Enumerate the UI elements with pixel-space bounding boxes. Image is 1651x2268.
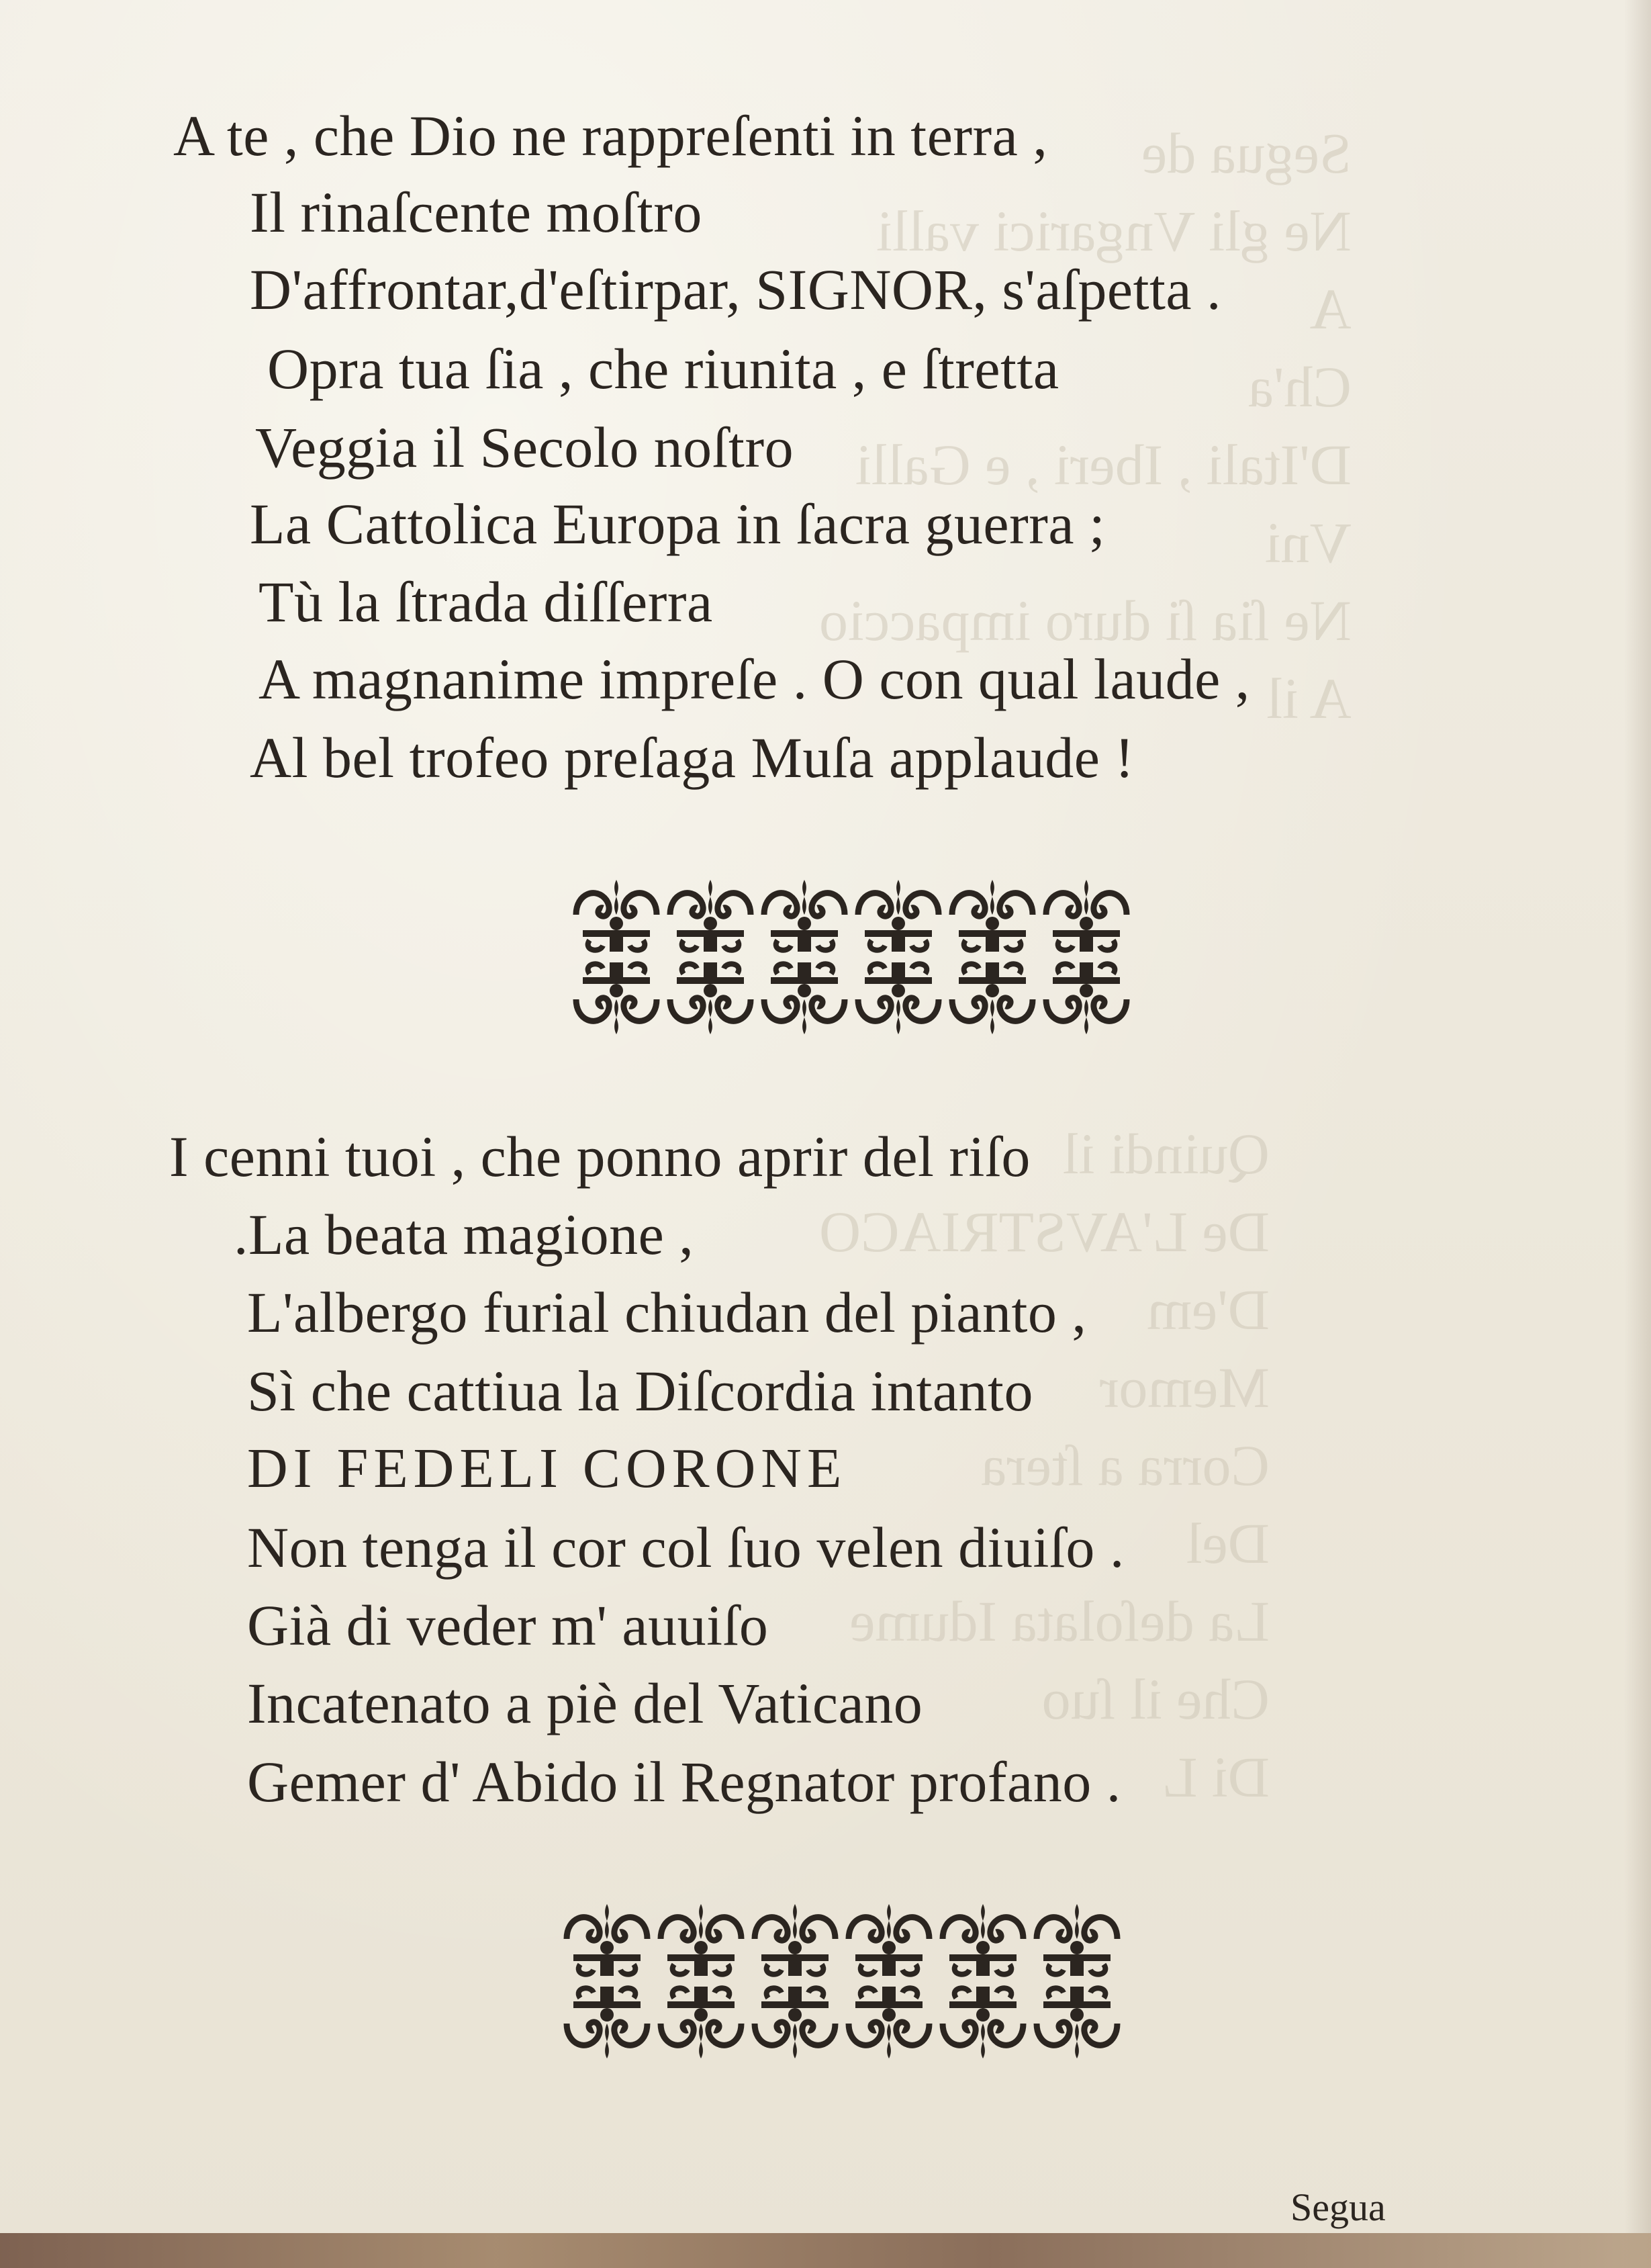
stanza-2-line-6: Non tenga il cor col ſuo velen diuiſo . bbox=[247, 1515, 1125, 1580]
stanza-2-line-5: DI FEDELI CORONE bbox=[247, 1437, 847, 1500]
show-through: Segua de Ne gli Vngarici valli A Ch'a D'Itali , Iberi , e Galli Vni Ne ſia ſi duro impaccio A il bbox=[819, 121, 1352, 731]
stanza-2-line-2: .La beata magione , bbox=[234, 1202, 694, 1267]
stanza-2-line-8: Incatenato a piè del Vaticano bbox=[247, 1671, 923, 1735]
stanza-1-line-4: Opra tua ſia , che riunita , e ſtretta bbox=[267, 336, 1059, 401]
page-bottom-edge bbox=[0, 2233, 1651, 2268]
stanza-1-line-9: Al bel trofeo preſaga Muſa applaude ! bbox=[250, 725, 1135, 790]
stanza-1-line-3: D'affrontar,d'eſtirpar, SIGNOR, s'aſpetta . bbox=[250, 257, 1222, 322]
stanza-2-line-1: I cenni tuoi , che ponno aprir del riſo bbox=[169, 1124, 1031, 1189]
stanza-2-line-9: Gemer d' Abido il Regnator profano . bbox=[247, 1750, 1121, 1814]
stanza-1-line-5: Veggia il Secolo noſtro bbox=[255, 415, 794, 480]
stanza-1-line-6: La Cattolica Europa in ſacra guerra ; bbox=[250, 492, 1106, 556]
fleuron-ornament-top bbox=[569, 873, 1133, 1041]
stanza-2-line-7: Già di veder m' auuiſo bbox=[247, 1593, 769, 1658]
page-edge-shadow bbox=[1624, 0, 1651, 2268]
stanza-1-line-1: A te , che Dio ne rappreſenti in terra , bbox=[173, 103, 1048, 168]
stanza-1-line-8: A magnanime impreſe . O con qual laude , bbox=[258, 647, 1250, 711]
show-through-lower: Quindi il De L'AVSTRIACO D'em Memor Corra a ſtera Del La deſolata Idume Che il ſuo Di L bbox=[819, 1122, 1270, 1809]
stanza-1-line-7: Tù la ſtrada diſſerra bbox=[258, 570, 713, 634]
fleuron-ornament-bottom bbox=[560, 1897, 1124, 2065]
catchword: Segua bbox=[1290, 2185, 1386, 2229]
stanza-2-line-3: L'albergo furial chiudan del pianto , bbox=[247, 1280, 1087, 1345]
stanza-2-line-4: Sì che cattiua la Diſcordia intanto bbox=[247, 1359, 1033, 1423]
stanza-1-line-2: Il rinaſcente moſtro bbox=[250, 180, 702, 244]
